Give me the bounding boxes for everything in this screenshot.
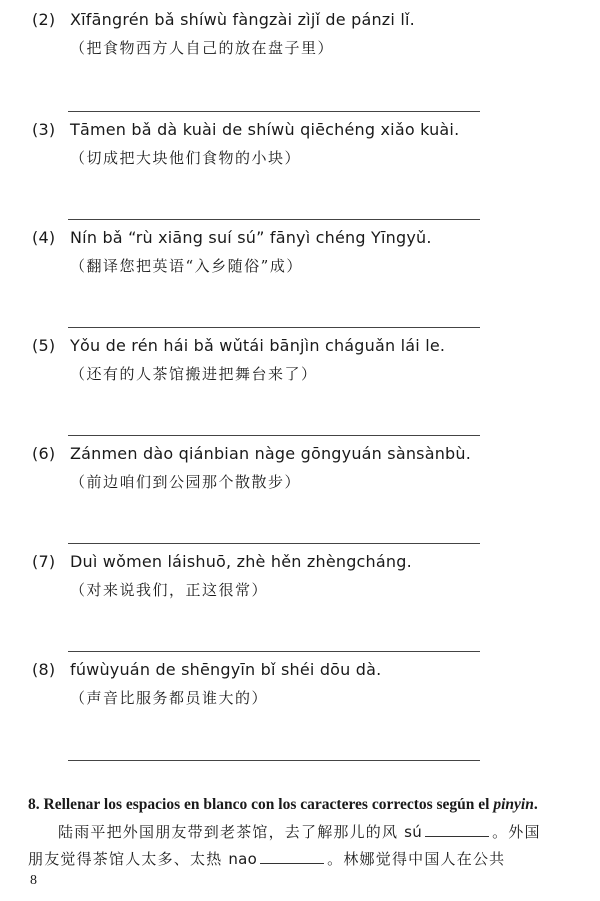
item-number: (4)	[32, 228, 56, 247]
exercise-8-heading	[28, 796, 538, 814]
passage-line-1	[28, 822, 600, 842]
scrambled-characters: （前边咱们到公园那个散散步）	[70, 473, 302, 491]
answer-line[interactable]	[68, 111, 480, 112]
item-number: (6)	[32, 444, 56, 463]
exercise-number: 8.	[28, 796, 40, 813]
exercise-item-8	[32, 660, 592, 708]
fill-blank[interactable]	[260, 849, 324, 864]
answer-line[interactable]	[68, 435, 480, 436]
instruction-end: .	[533, 796, 538, 813]
instruction-italic: pinyin	[493, 796, 534, 813]
pinyin-sentence: (8) fúwùyuán de shēngyīn bǐ shéi dōu dà.	[32, 660, 382, 679]
scrambled-characters: （声音比服务都员谁大的）	[70, 689, 269, 707]
item-number: (7)	[32, 552, 56, 571]
fill-blank[interactable]	[425, 822, 489, 837]
scrambled-characters: （切成把大块他们食物的小块）	[70, 149, 302, 167]
exercise-item-2	[32, 10, 592, 58]
pinyin-sentence: (2) Xīfāngrén bǎ shíwù fàngzài zìjǐ de pánzi lǐ.	[32, 10, 415, 29]
item-number: (3)	[32, 120, 56, 139]
scrambled-characters: （把食物西方人自己的放在盘子里）	[70, 39, 335, 57]
scrambled-characters: （对来说我们，正这很常）	[70, 581, 269, 599]
answer-line[interactable]	[68, 760, 480, 761]
pinyin-hint: nao	[228, 850, 258, 868]
exercise-item-6	[32, 444, 592, 492]
pinyin-sentence: (4) Nín bǎ “rù xiāng suí sú” fānyì chéng Yīngyǔ.	[32, 228, 432, 247]
answer-line[interactable]	[68, 327, 480, 328]
exercise-item-5	[32, 336, 592, 384]
item-number: (5)	[32, 336, 56, 355]
passage-text: 。外国	[492, 823, 541, 841]
answer-line[interactable]	[68, 543, 480, 544]
pinyin-sentence: (6) Zánmen dào qiánbian nàge gōngyuán sànsànbù.	[32, 444, 472, 463]
exercise-item-3	[32, 120, 592, 168]
answer-line[interactable]	[68, 651, 480, 652]
page-number: 8	[30, 873, 37, 888]
item-number: (8)	[32, 660, 56, 679]
exercise-instruction: Rellenar los espacios en blanco con los caracteres correctos según el	[43, 796, 490, 813]
exercise-item-7	[32, 552, 592, 600]
scrambled-characters: （还有的人茶馆搬进把舞台来了）	[70, 365, 318, 383]
scrambled-characters: （翻译您把英语“入乡随俗”成）	[70, 257, 303, 275]
passage-text: 。林娜觉得中国人在公共	[327, 850, 506, 868]
passage-line-2	[28, 849, 588, 869]
pinyin-hint: sú	[404, 823, 423, 841]
item-number: (2)	[32, 10, 56, 29]
answer-line[interactable]	[68, 219, 480, 220]
passage-text: 朋友觉得茶馆人太多、太热	[28, 850, 223, 868]
pinyin-sentence: (5) Yǒu de rén hái bǎ wǔtái bānjìn cháguǎn lái le.	[32, 336, 446, 355]
pinyin-sentence: (3) Tāmen bǎ dà kuài de shíwù qiēchéng xiǎo kuài.	[32, 120, 460, 139]
exercise-item-4	[32, 228, 592, 276]
pinyin-sentence: (7) Duì wǒmen láishuō, zhè hěn zhèngcháng.	[32, 552, 412, 571]
passage-text: 陆雨平把外国朋友带到老茶馆，去了解那儿的风	[58, 823, 399, 841]
